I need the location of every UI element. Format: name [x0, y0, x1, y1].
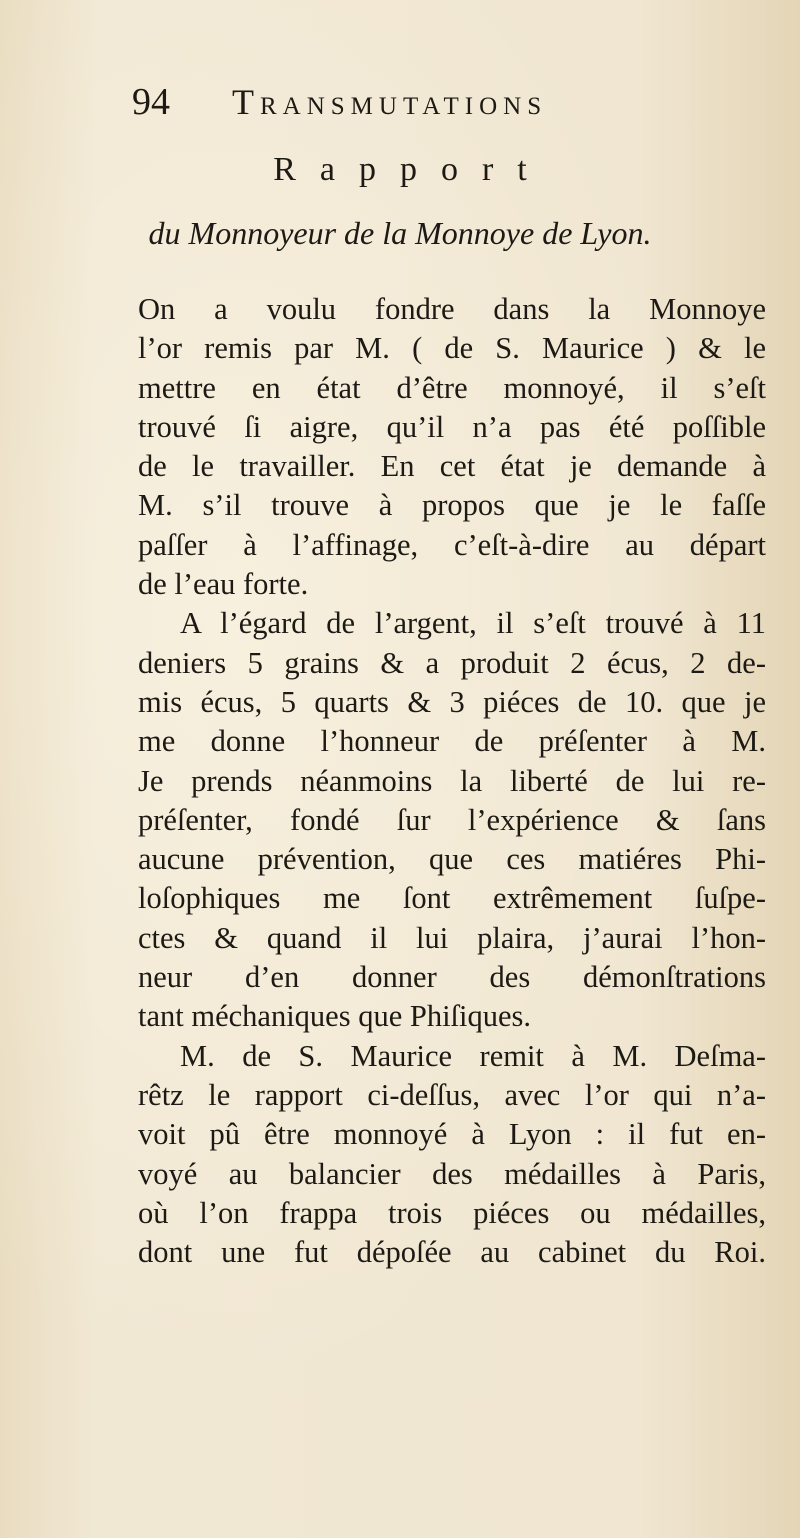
- text-line: où l’on frappa trois piéces ou médailles,: [138, 1195, 766, 1230]
- text-line: l’or remis par M. ( de S. Maurice ) & le: [138, 331, 766, 366]
- text-line: voit pû être monnoyé à Lyon : il fut en-: [138, 1117, 766, 1152]
- text-line: de le travailler. En cet état je demande à: [138, 449, 766, 484]
- running-title: Transmutations: [232, 82, 548, 122]
- text-line: paſſer à l’affinage, c’eſt-à-dire au départ: [138, 527, 766, 562]
- text-line: voyé au balancier des médailles à Paris,: [138, 1156, 766, 1191]
- body-text: [138, 290, 766, 1272]
- section-subheading: du Monnoyeur de la Monnoye de Lyon.: [148, 215, 652, 251]
- text-line: deniers 5 grains & a produit 2 écus, 2 de-: [138, 645, 766, 680]
- text-line: mis écus, 5 quarts & 3 piéces de 10. que je: [138, 684, 766, 719]
- text-line: de l’eau forte.: [138, 567, 309, 602]
- text-line: Je prends néanmoins la liberté de lui re-: [138, 763, 766, 798]
- text-line: neur d’en donner des démonſtrations: [138, 960, 766, 995]
- text-line: mettre en état d’être monnoyé, il s’eſt: [138, 370, 766, 405]
- text-line: loſophiques me ſont extrêmement ſuſpe-: [138, 881, 766, 916]
- running-head: [132, 78, 732, 128]
- section-heading: Rapport: [273, 151, 551, 188]
- text-line: me donne l’honneur de préſenter à M.: [138, 724, 766, 759]
- text-line: trouvé ſi aigre, qu’il n’a pas été poſſible: [138, 409, 766, 444]
- text-line: tant méchaniques que Phiſiques.: [138, 999, 532, 1034]
- text-line: préſenter, fondé ſur l’expérience & ſans: [138, 802, 766, 837]
- text-line: ctes & quand il lui plaira, j’aurai l’hon-: [138, 920, 766, 955]
- text-line: dont une fut dépoſée au cabinet du Roi.: [138, 1235, 766, 1270]
- text-line: On a voulu fondre dans la Monnoye: [138, 292, 766, 326]
- text-line: M. de S. Maurice remit à M. Deſma-: [180, 1038, 766, 1073]
- page-number: 94: [132, 81, 170, 123]
- text-line: aucune prévention, que ces matiéres Phi-: [138, 842, 766, 877]
- text-line: A l’égard de l’argent, il s’eſt trouvé à 11: [180, 606, 766, 641]
- text-line: M. s’il trouve à propos que je le faſſe: [138, 488, 766, 523]
- text-line: rêtz le rapport ci-deſſus, avec l’or qui n’a-: [138, 1077, 766, 1112]
